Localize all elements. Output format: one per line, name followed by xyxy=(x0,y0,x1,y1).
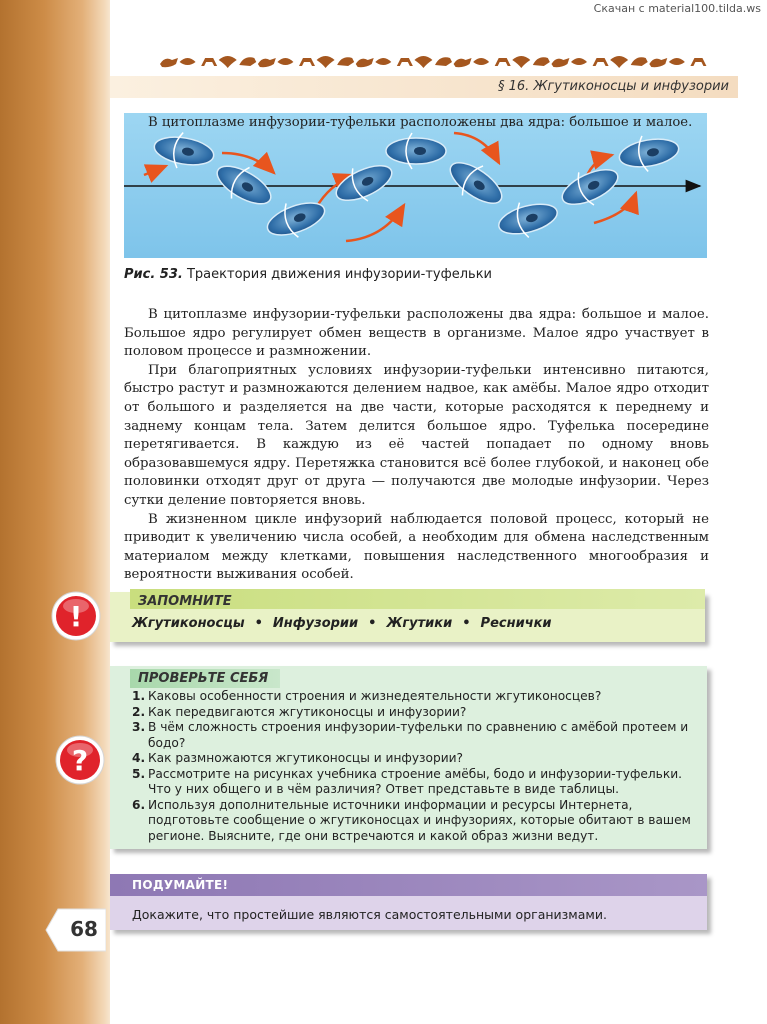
animal-silhouette-icon xyxy=(397,58,413,66)
trajectory-diagram xyxy=(124,113,707,258)
red-arrow xyxy=(594,193,636,223)
question-number: 1. xyxy=(132,689,146,703)
question-list xyxy=(132,689,702,844)
question-text: Рассмотрите на рисунках учебника строение амёбы, бодо и инфузории-туфельки. Что у них общего и в чём различия? Ответ представьте в виде таблицы. xyxy=(148,766,683,796)
animal-silhouette-icon xyxy=(277,58,293,65)
body-text xyxy=(124,306,709,585)
animal-silhouette-icon xyxy=(160,58,178,67)
question-text: Используя дополнительные источники информации и ресурсы Интернета, подготовьте сообщение о жгутиконосцах и инфузориях, которые обитают в вашем регионе. Выясните, где они встречаются и какой образ жизни ведут. xyxy=(148,797,691,843)
remember-terms xyxy=(132,616,552,631)
paramecium-cell xyxy=(555,158,625,216)
animal-silhouette-icon xyxy=(495,58,511,66)
animal-silhouette-icon xyxy=(631,57,648,66)
animal-silhouette-icon xyxy=(219,56,237,68)
term-separator: • xyxy=(254,616,263,631)
animal-silhouette-icon xyxy=(239,57,256,66)
animal-silhouette-icon xyxy=(512,56,530,68)
remember-title: ЗАПОМНИТЕ xyxy=(138,594,232,609)
animal-silhouette-icon xyxy=(551,58,569,67)
figure-paramecium-trajectory xyxy=(124,113,707,258)
animal-silhouette-icon xyxy=(610,56,628,68)
think-text: Докажите, что простейшие являются самостоятельными организмами. xyxy=(132,907,607,922)
animal-silhouette-icon xyxy=(533,57,550,66)
source-note: Скачан с material100.tilda.ws xyxy=(593,2,761,15)
animal-silhouette-icon xyxy=(690,58,706,66)
question-text: В чём сложность строения инфузории-туфельки по сравнению с амёбой протеем и бодо? xyxy=(148,720,689,750)
question-text: Как размножаются жгутиконосцы и инфузории? xyxy=(148,751,464,765)
check-title: ПРОВЕРЬТЕ СЕБЯ xyxy=(138,671,269,686)
figure-caption-label: Рис. 53. xyxy=(124,267,183,282)
check-yourself-box xyxy=(110,666,707,849)
question-text: Как передвигаются жгутиконосцы и инфузории? xyxy=(148,704,467,719)
animal-silhouette-icon xyxy=(571,58,587,65)
paramecium-cell xyxy=(616,130,681,176)
red-arrow xyxy=(144,166,166,175)
list-item xyxy=(132,720,702,751)
question-number: 2. xyxy=(132,704,146,719)
think-title: ПОДУМАЙТЕ! xyxy=(132,878,229,892)
animal-silhouette-icon xyxy=(299,58,315,66)
question-number: 3. xyxy=(132,720,146,734)
page-number: 68 xyxy=(70,917,98,941)
animal-silhouette-icon xyxy=(454,58,472,67)
list-item xyxy=(132,689,702,705)
red-arrow xyxy=(454,133,499,163)
exclamation-icon xyxy=(50,590,102,642)
section-title: § 16. Жгутиконосцы и инфузории xyxy=(498,79,729,94)
red-arrow xyxy=(346,205,404,241)
animal-silhouette-icon xyxy=(356,58,374,67)
term: Реснички xyxy=(480,616,552,631)
paragraph: В жизненном цикле инфузорий наблюдается половой процесс, который не приводит к увеличению числа особей, а необходим для обмена наследственным материалом между клетками, повышения наследственного многообразия и вероятности выживания особей. xyxy=(124,511,709,583)
think-box xyxy=(110,874,707,930)
paragraph: В цитоплазме инфузории-туфельки расположены два ядра: большое и малое. Большое ядро регулирует обмен веществ в организме. Малое ядро участвует в половом процессе и размножении. xyxy=(124,307,709,360)
animal-silhouette-icon xyxy=(473,58,489,65)
animal-silhouette-icon xyxy=(414,56,432,68)
animal-silhouette-icon xyxy=(649,58,667,67)
animal-silhouette-icon xyxy=(435,57,452,66)
figure-caption xyxy=(124,267,492,282)
term-separator: • xyxy=(462,616,471,631)
paramecium-cell xyxy=(494,194,561,244)
animal-silhouette-icon xyxy=(258,58,276,67)
paragraph: При благоприятных условиях инфузории-туфельки интенсивно питаются, быстро растут и размножаются делением надвое, как амёбы. Малое ядро отходит от большого и разделяется на две части, которые расходятся к переднему и заднему концам тела. Затем делится большое ядро. Туфелька посередине перетягивается. В каждую из её частей попадает по одному вновь образовавшемуся ядру. Перетяжка становится всё более глубокой, и наконец обе половинки отходят друг от друга — получаются две молодые инфузории. Через сутки деление повторяется вновь. xyxy=(124,362,709,508)
figure-top-text: В цитоплазме инфузории-туфельки расположены два ядра: большое и малое. xyxy=(148,115,693,130)
paramecium-cell xyxy=(209,154,279,215)
animal-silhouettes-icon xyxy=(160,51,708,71)
question-number: 4. xyxy=(132,751,146,765)
question-icon xyxy=(54,734,106,786)
svg-text:?: ? xyxy=(71,744,89,777)
list-item xyxy=(132,798,702,845)
list-item xyxy=(132,767,702,798)
animal-silhouette-icon xyxy=(180,58,196,65)
svg-text:!: ! xyxy=(69,600,83,633)
paramecium-cell xyxy=(386,133,446,169)
animal-silhouette-icon xyxy=(201,58,217,66)
question-number: 5. xyxy=(132,766,146,781)
animal-silhouette-icon xyxy=(593,58,609,66)
question-number: 6. xyxy=(132,797,146,812)
term-separator: • xyxy=(368,616,377,631)
animal-silhouette-icon xyxy=(317,56,335,68)
term: Жгутиконосцы xyxy=(132,616,245,631)
animal-silhouette-icon xyxy=(669,58,685,65)
term: Инфузории xyxy=(272,616,359,631)
question-text: Каковы особенности строения и жизнедеятельности жгутиконосцев? xyxy=(148,689,602,703)
paramecium-cell xyxy=(441,151,511,215)
book-spine xyxy=(0,0,110,1024)
animal-silhouette-icon xyxy=(375,58,391,65)
term: Жгутики xyxy=(386,616,453,631)
list-item xyxy=(132,751,702,767)
remember-box xyxy=(110,592,705,642)
animal-silhouette-icon xyxy=(337,57,354,66)
list-item xyxy=(132,705,702,721)
figure-caption-text: Траектория движения инфузории-туфельки xyxy=(186,267,492,282)
